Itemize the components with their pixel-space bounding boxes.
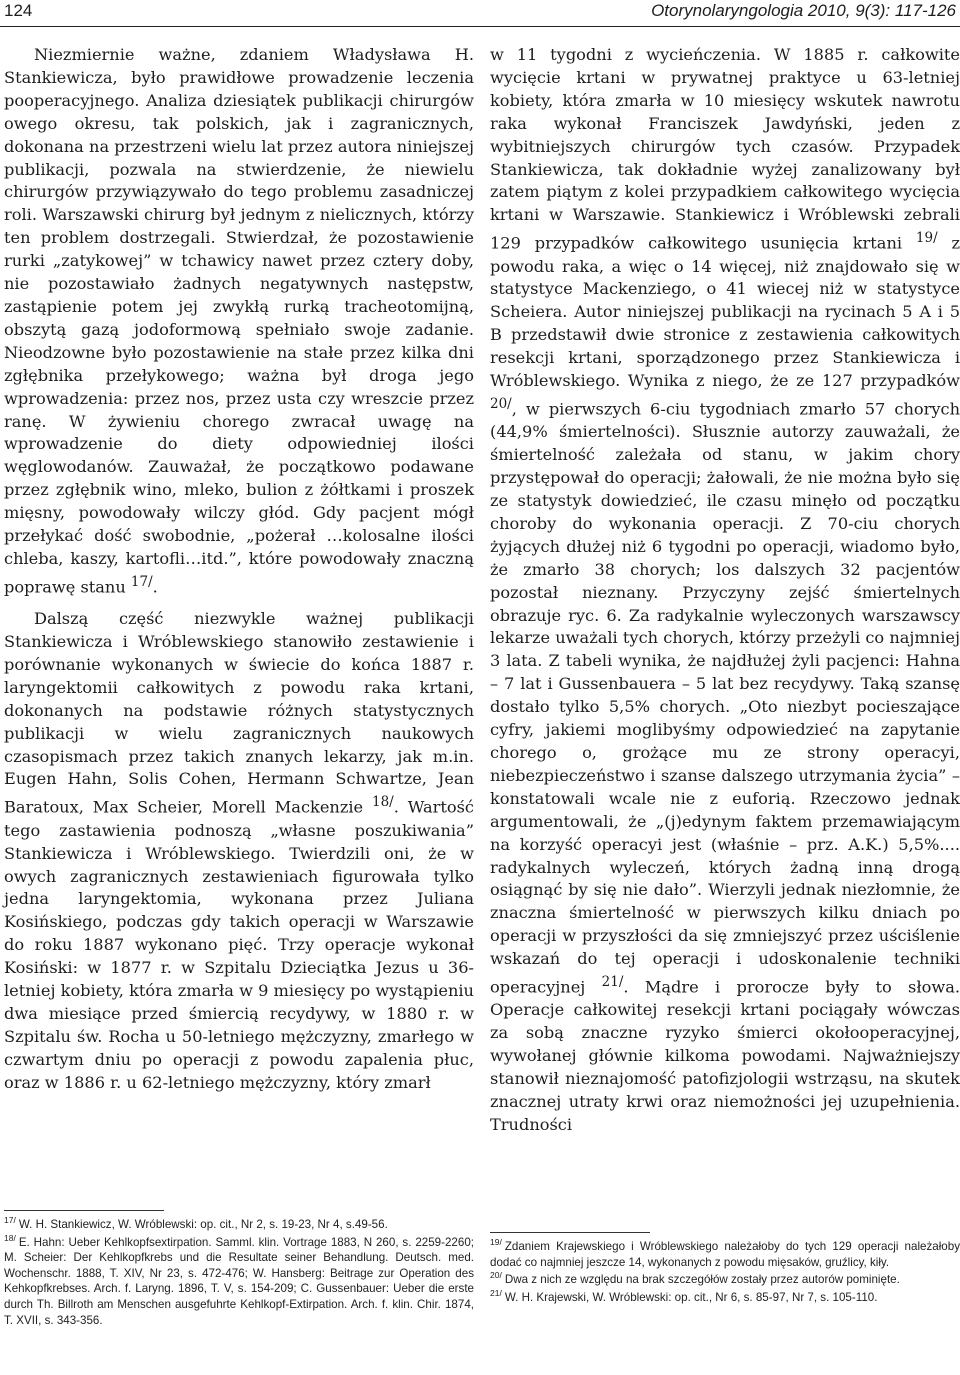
- footnote: $^{17/}$ W. H. Stankiewicz, W. Wróblewski: op. cit., Nr 2, s. 19-23, Nr 4, s.49-56.: [4, 1215, 388, 1231]
- paragraph: w 11 tygodni z wycieńczenia. W 1885 r. całkowite wycięcie krtani w prywatnej praktyce u 63-letniej kobiety, która zmarła w 10 miesięcy wskutek nawrotu raka wykonał Franciszek Jawdyński, jeden z wybitniejszych chirurgów tych czasów. Przypadek Stankiewicza, tak dokładnie wyżej zanalizowany był zatem piątym z kolei przypadkiem całkowitego wycięcia krtani w Warszawie. Stankiewicz i Wróblewski zebrali 129 przypadków całkowitego usunięcia krtani $^{19/}$ z powodu raka, a więc o 14 więcej, niż znajdowało się w statystyce Mackenziego, o 41 wiecej niż w statystyce Scheiera. Autor niniejszej publikacji na rycinach 5 A i 5 B przedstawił dwie stronice z zestawienia całkowitych resekcji krtani, sporządzonego przez Stankiewicza i Wróblewskiego. Wynika z niego, że ze 127 przypadków $^{20/}$, w pierwszych 6-ciu tygodniach zmarło 57 chorych (44,9% śmiertelności). Słusznie autorzy zauważali, że śmiertelność zależała od stanu, w jakim chory przystępował do operacji; żałowali, że nie można było się ze statystyk dowiedzieć, ile czasu minęło od początku choroby do wykonania operacji. Z 70-ciu chorych żyjących dłużej niż 6 tygodni po operacji, wiadomo było, że zmarło 38 chorych; los dalszych 32 pacjentów pozostał nieznany. Przyczyny zejść śmiertelnych obrazuje ryc. 6. Za radykalnie wyleczonych warszawscy lekarze uważali tych chorych, którzy przeżyli co najmniej 3 lata. Z tabeli wynika, że najdłużej żyli pacjenci: Hahna – 7 lat i Gussenbauera – 5 lat bez recydywy. Taką szansę dostało tylko 5,5% chorych. „Oto niezbyt pocieszające cyfry, jakiemi moglibyśmy odpowiedzieć na zapytanie chorego o, grożące mu ze strony operacyi, niebezpieczeństwo i szanse dalszego utrzymania życia” – konstatowali wcale nie z euforią. Rzeczowo jednak argumentowali, że „(j)edynym faktem przemawiającym na korzyść operacyi jest (właśnie – prz. A.K.) 5,5%.... radykalnych wyleczeń, których żadną inną drogą osiągnąć by się nie dało”. Wierzyli jednak niezłomnie, że znaczna śmiertelność w pierwszych kilku dniach po operacji w przyszłości da się zmniejszyć przez uściślenie wskazań do tej operacji i udoskonalenie techniki operacyjnej $^{21/}$. Mądre i prorocze były to słowa. Operacje całkowitej resekcji krtani pociągały wówczas za sobą znaczne ryzyko śmierci okołooperacyjnej, wywołanej głównie kilkoma powodami. Najważniejszy stanowił nieznajomość patofizjologii wstrząsu, na skutek znacznej utraty krwi oraz niemożności jej uzupełnienia. Trudności: [490, 45, 960, 1134]
- footnotes-left: [4, 1210, 474, 1328]
- footnote: $^{19/}$ Zdaniem Krajewskiego i Wróblewskiego należałoby do tych 129 operacji należałoby dodać co najmniej jeszcze 14, wykonanych z powodu mięsaków, gruźlicy, kiły.: [490, 1237, 960, 1269]
- paragraph: Niezmiernie ważne, zdaniem Władysława H. Stankiewicza, było prawidłowe prowadzenie leczenia pooperacyjnego. Analiza dziesiątek publikacji chirurgów owego okresu, tak polskich, jak i zagranicznych, dokonana na przestrzeni wielu lat przez autora niniejszej publikacji, pozwala na stwierdzenie, że niewielu chirurgów przywiązywało do tego problemu zasadniczej roli. Warszawski chirurg był jednym z nielicznych, którzy ten problem dostrzegali. Stwierdzał, że pozostawienie rurki „zatykowej” w tchawicy nawet przez cztery doby, nie pozostawiało żadnych negatywnych następstw, zastąpienie potem jej zwykłą rurką tracheotomijną, obszytą gazą jodoformową spełniało swoje zadanie. Nieodzowne było pozostawienie na stałe przez kilka dni zgłębnika przełykowego; ważna był droga jego wprowadzenia: przez nos, przez usta czy wreszcie przez ranę. W żywieniu chorego zwracał uwagę na wprowadzenie do diety odpowiedniej ilości węglowodanów. Zauważał, że początkowo podawane przez zgłębnik wino, mleko, bulion z żółtkami i proszek mięsny, powodowały wilczy głód. Gdy pacjent mógł przełykać dość swobodnie, „pożerał …kolosalne ilości chleba, kaszy, kartofli…itd.”, które powodowały znaczną poprawę stanu $^{17/}$.: [4, 45, 474, 597]
- footnotes-right: [490, 1232, 960, 1305]
- right-column: [490, 44, 960, 1137]
- left-column: [4, 44, 474, 1095]
- footnote-ref: 17/: [130, 573, 153, 590]
- journal-citation: Otorynolaryngologia 2010, 9(3): 117-126: [651, 1, 956, 20]
- page-header: [0, 0, 960, 27]
- footnote-divider: [4, 1210, 164, 1211]
- footnote-divider: [490, 1232, 650, 1233]
- footnote: $^{20/}$ Dwa z nich ze względu na brak szczegółów zostały przez autorów pominięte.: [490, 1270, 900, 1287]
- footnote-ref: 20/: [490, 395, 512, 412]
- footnote: $^{18/}$ E. Hahn: Ueber Kehlkopfsextirpation. Samml. klin. Vortrage 1883, N 260, s. 2259-2260; M. Scheier: Der Kehlkopfkrebs und die Resultate seiner Behandlung. Deutsch. med. Wochenschr. 1888, T. XIV, Nr 23, s. 472-476; W. Hansberg: Beitrage zur Operation des Kehkopfkrebses. Arch. f. Laryng. 1896, T. V, s. 154-209; C. Gussenbauer: Ueber die erste durch Th. Billroth am Menschen ausgefuhrte Kehlkopf-Extirpation. Arch. f. klin. Chir. 1874, T. XVII, s. 343-356.: [4, 1232, 474, 1327]
- page-number: 124: [4, 1, 33, 20]
- paragraph: Dalszą część niezwykle ważnej publikacji Stankiewicza i Wróblewskiego stanowiło zestawienie i porównanie wykonanych w świecie do końca 1887 r. laryngektomii całkowitych z powodu raka krtani, dokonanych na podstawie różnych statystycznych publikacji w wielu zagranicznych naukowych czasopismach przez takich znanych lekarzy, jak m.in. Eugen Hahn, Solis Cohen, Hermann Schwartze, Jean Baratoux, Max Scheier, Morell Mackenzie $^{18/}$. Wartość tego zastawienia podnoszą „własne poszukiwania” Stankiewicza i Wróblewskiego. Twierdzili oni, że w owych zagranicznych zestawieniach figurowała tylko jedna laryngektomia, wykonana przez Juliana Kosińskiego, podczas gdy takich operacji w Warszawie do roku 1887 wykonano pięć. Trzy operacje wykonał Kosiński: w 1877 r. w Szpitalu Dzieciątka Jezus u 36-letniej kobiety, która zmarła w 9 miesięcy po wystąpieniu dwa miesiące przed śmiercią recydywy, w 1880 r. w Szpitalu św. Rocha u 50-letniego mężczyzny, zmarłego w czwartym dniu po operacji z powodu zapalenia płuc, oraz w 1886 r. u 62-letniego mężczyzny, który zmarł: [4, 609, 474, 1092]
- footnote-ref: 19/: [915, 230, 938, 247]
- footnote-ref: 21/: [601, 974, 624, 991]
- footnote-ref: 18/: [371, 794, 394, 811]
- footnote: $^{21/}$ W. H. Krajewski, W. Wróblewski: op. cit., Nr 6, s. 85-97, Nr 7, s. 105-110.: [490, 1287, 878, 1304]
